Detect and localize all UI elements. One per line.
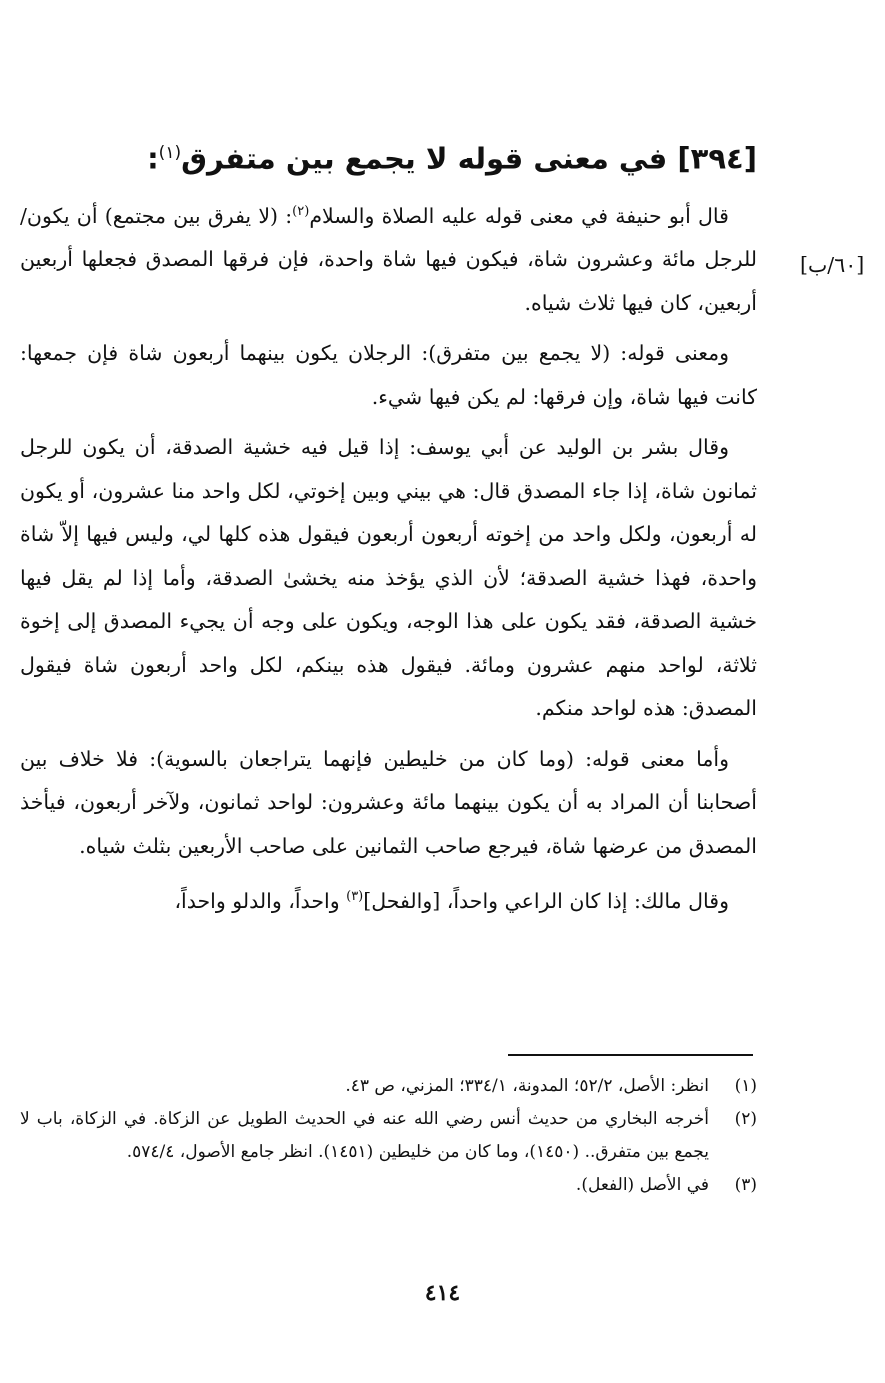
paragraph-5 — [20, 875, 757, 923]
section-heading — [117, 128, 757, 184]
paragraph-2: ومعنى قوله: (لا يجمع بين متفرق): الرجلان يكون بينهما أربعون شاة فإن جمعها: كانت فيها شاة، وإن فرقها: لم يكن فيها شيء. — [20, 341, 757, 409]
footnote-ref-3: (٣) — [346, 889, 364, 905]
paragraph-1 — [20, 190, 757, 325]
paragraph-4: وأما معنى قوله: (وما كان من خليطين فإنهما يتراجعان بالسوية): فلا خلاف بين أصحابنا أن المراد به أن يكون بينهما مائة وعشرون: لواحد ثمانون، ولآخر أربعون، فيأخذ المصدق من عرضها شاة، فيرجع صاحب الثمانين على صاحب الأربعين بثلث شياه. — [20, 746, 757, 858]
paragraph-1-after: : (لا يفرق بين مجتمع) أن يكون/ للرجل مائة وعشرون شاة، فيكون فيها شاة واحدة، فإن فرقها المصدق فجعلها أربعين أربعين، كان فيها ثلاث شياه. — [20, 203, 757, 315]
footnote-1 — [20, 1070, 757, 1103]
footnote-number: (٢) — [734, 1109, 757, 1129]
page-number: ٤١٤ — [424, 1280, 461, 1306]
footnote-text: أخرجه البخاري من حديث أنس رضي الله عنه في الحديث الطويل عن الزكاة. في الزكاة، باب لا يجمع بين متفرق.. (١٤٥٠)، وما كان من خليطين (١٤٥١). انظر جامع الأصول، ٥٧٤/٤. — [20, 1109, 709, 1162]
section-title: في معنى قوله لا يجمع بين متفرق — [181, 141, 668, 176]
footnote-text: في الأصل (الفعل). — [575, 1175, 709, 1195]
footnote-2 — [20, 1103, 757, 1169]
folio-margin-note: [٦٠/ب] — [800, 253, 865, 277]
footnote-divider — [508, 1054, 753, 1056]
heading-colon: : — [147, 141, 159, 176]
paragraph-5-after: واحداً، والدلو واحداً، — [174, 889, 347, 914]
footnote-number: (٣) — [734, 1175, 757, 1195]
footnote-text: انظر: الأصل، ٥٢/٢؛ المدونة، ٣٣٤/١؛ المزني، ص ٤٣. — [345, 1076, 709, 1096]
footnote-ref-1: (١) — [158, 143, 182, 163]
footnote-3 — [20, 1169, 757, 1202]
footnote-ref-2: (٢) — [292, 204, 310, 219]
paragraph-3: وقال بشر بن الوليد عن أبي يوسف: إذا قيل فيه خشية الصدقة، أن يكون للرجل ثمانون شاة، إذا جاء المصدق قال: هي بيني وبين إخوتي، لكل واحد منا عشرون، أو يكون له أربعون، ولكل واحد من إخوته أربعون أربعون فيقول هذه كلها لي، وليس فيها إلاّ شاة واحدة، فهذا خشية الصدقة؛ لأن الذي يؤخذ منه يخشىٰ الصدقة، وأما إذا لم يقل فيها خشية الصدقة، فقد يكون على هذا الوجه، ويكون على وجه أن يجيء المصدق إلى إخوة ثلاثة، لواحد منهم عشرون ومائة. فيقول هذه بينكم، لكل واحد أربعون شاة فيقول المصدق: هذه لواحد منكم. — [20, 435, 757, 721]
paragraph-1-before: قال أبو حنيفة في معنى قوله عليه الصلاة والسلام — [309, 203, 729, 228]
body-text — [20, 190, 757, 931]
footnotes — [20, 1070, 757, 1202]
paragraph-5-before: وقال مالك: إذا كان الراعي واحداً، [والفحل] — [363, 889, 729, 914]
section-number: [٣٩٤] — [677, 141, 757, 176]
footnote-number: (١) — [734, 1076, 757, 1096]
